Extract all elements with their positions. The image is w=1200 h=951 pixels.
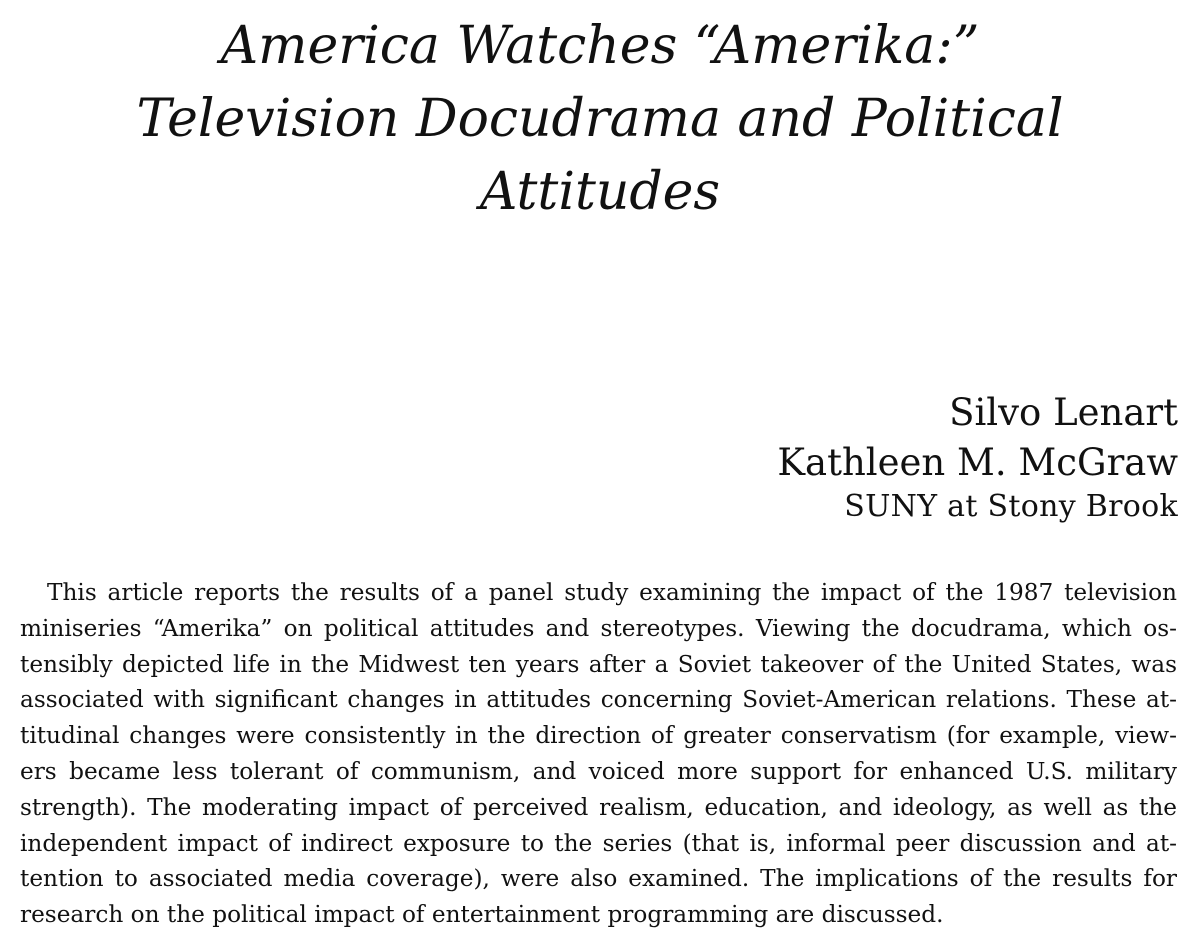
title-line: Television Docudrama and Political: [136, 89, 1064, 149]
abstract-line: strength). The moderating impact of perceived realism, education, and ideology, as well as the: [20, 793, 1177, 821]
abstract-line: ers became less tolerant of communism, and voiced more support for enhanced U.S. military: [20, 757, 1177, 785]
title-line: Attitudes: [479, 162, 721, 222]
author-affiliation: SUNY at Stony Brook: [844, 489, 1178, 524]
author-name: Kathleen M. McGraw: [777, 441, 1178, 484]
abstract-line: miniseries “Amerika” on political attitudes and stereotypes. Viewing the docudrama, which os-: [20, 614, 1177, 642]
abstract-line: tensibly depicted life in the Midwest ten years after a Soviet takeover of the United States, was: [20, 650, 1177, 678]
title-line: America Watches “Amerika:”: [220, 16, 980, 76]
abstract-line: tention to associated media coverage), were also examined. The implications of the results for: [20, 865, 1177, 893]
author-name: Silvo Lenart: [949, 391, 1178, 434]
abstract-line: titudinal changes were consistently in the direction of greater conservatism (for example, view-: [20, 722, 1177, 750]
abstract: [20, 575, 1177, 933]
author-block: [777, 388, 1178, 526]
abstract-line: research on the political impact of entertainment programming are discussed.: [20, 901, 944, 929]
abstract-line: associated with significant changes in attitudes concerning Soviet-American relations. These at-: [20, 686, 1177, 714]
abstract-line: independent impact of indirect exposure to the series (that is, informal peer discussion and at-: [20, 829, 1177, 857]
article-title: [0, 10, 1200, 229]
abstract-line: This article reports the results of a panel study examining the impact of the 1987 television: [47, 579, 1177, 606]
